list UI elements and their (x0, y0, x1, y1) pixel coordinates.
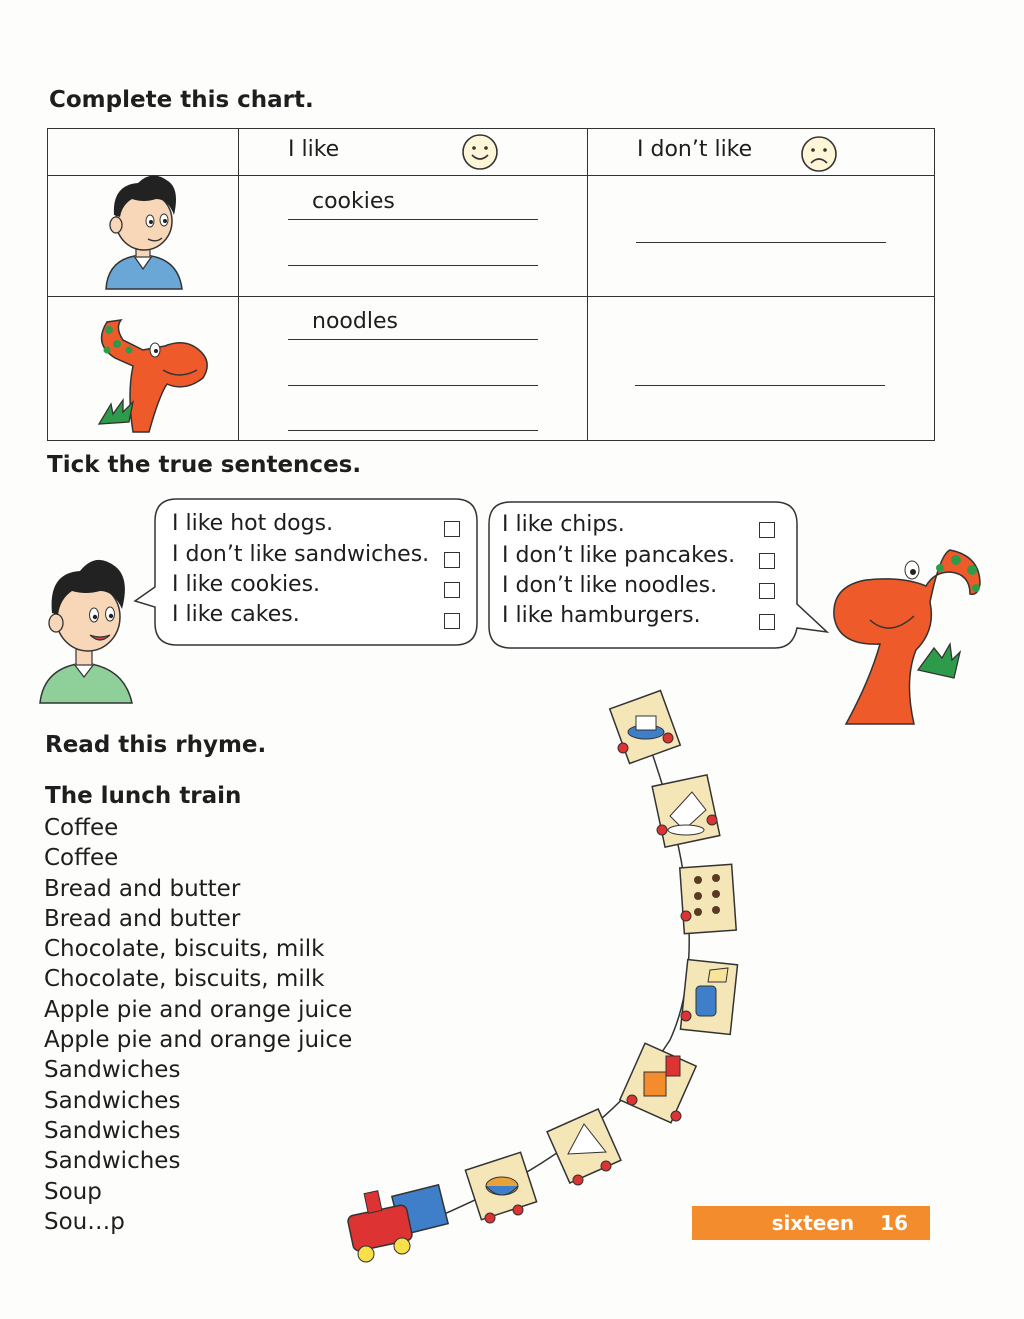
boy-illustration (36, 543, 136, 705)
page-number-badge (692, 1206, 930, 1240)
train-car-bread (652, 775, 720, 847)
dinosaur-sentence-4: I like hamburgers. (502, 603, 701, 628)
rhyme-line: Bread and butter (44, 905, 241, 932)
rhyme-line: Sandwiches (44, 1057, 181, 1084)
train-car-sandwich (547, 1109, 621, 1185)
column-header-like: I like (288, 137, 340, 162)
boy-sentence-3: I like cookies. (172, 572, 321, 597)
rhyme-line: Apple pie and orange juice (44, 1027, 353, 1054)
rhyme-line: Chocolate, biscuits, milk (44, 966, 325, 993)
lunch-train-illustration (340, 680, 760, 1270)
rhyme-title: The lunch train (45, 783, 242, 809)
dinosaur-illustration (93, 314, 218, 439)
rhyme-line: Bread and butter (44, 875, 241, 902)
train-car-coffee (610, 691, 681, 764)
tick-box[interactable] (444, 613, 460, 629)
rhyme-line: Sandwiches (44, 1087, 181, 1114)
boy-illustration (98, 159, 188, 294)
smiley-face-icon (461, 133, 499, 171)
rhyme-line: Coffee (44, 815, 119, 841)
rhyme-line: Apple pie and orange juice (44, 996, 353, 1023)
boy-sentence-2: I don’t like sandwiches. (172, 542, 430, 567)
page-number: 16 (880, 1211, 908, 1235)
rhyme-line: Sou…p (44, 1208, 125, 1235)
chart-heading: Complete this chart. (49, 87, 314, 113)
food-chart (47, 128, 935, 441)
boy-sentence-1: I like hot dogs. (172, 511, 334, 536)
dinosaur-sentence-3: I don’t like noodles. (502, 573, 718, 598)
tick-box[interactable] (444, 552, 460, 568)
column-header-dont-like: I don’t like (637, 137, 753, 162)
tick-box[interactable] (759, 522, 775, 538)
tick-box[interactable] (759, 553, 775, 569)
dinosaur-illustration (830, 540, 990, 730)
rhyme-line: Chocolate, biscuits, milk (44, 936, 325, 963)
rhyme-heading: Read this rhyme. (45, 732, 267, 758)
tick-box[interactable] (759, 583, 775, 599)
tick-box[interactable] (444, 582, 460, 598)
rhyme-lines (44, 813, 352, 1237)
boy-like-answer-1: cookies (312, 189, 395, 214)
rhyme-line: Soup (44, 1178, 102, 1205)
sad-face-icon (800, 135, 838, 173)
dinosaur-sentence-1: I like chips. (502, 512, 625, 537)
rhyme-line: Coffee (44, 845, 119, 872)
rhyme-line: Sandwiches (44, 1117, 181, 1144)
dinosaur-sentence-2: I don’t like pancakes. (502, 543, 736, 568)
boy-sentence-4: I like cakes. (172, 602, 300, 627)
tick-box[interactable] (444, 521, 460, 537)
train-car-milk (680, 960, 737, 1035)
train-car-juice (620, 1043, 696, 1122)
tick-heading: Tick the true sentences. (47, 452, 362, 478)
rhyme-line: Sandwiches (44, 1148, 181, 1175)
dinosaur-like-answer-1: noodles (312, 309, 398, 334)
page-word: sixteen (771, 1211, 855, 1235)
train-car-chocolate (680, 864, 736, 933)
train-car-soup (465, 1152, 536, 1223)
train-engine (347, 1185, 448, 1262)
tick-box[interactable] (759, 614, 775, 630)
